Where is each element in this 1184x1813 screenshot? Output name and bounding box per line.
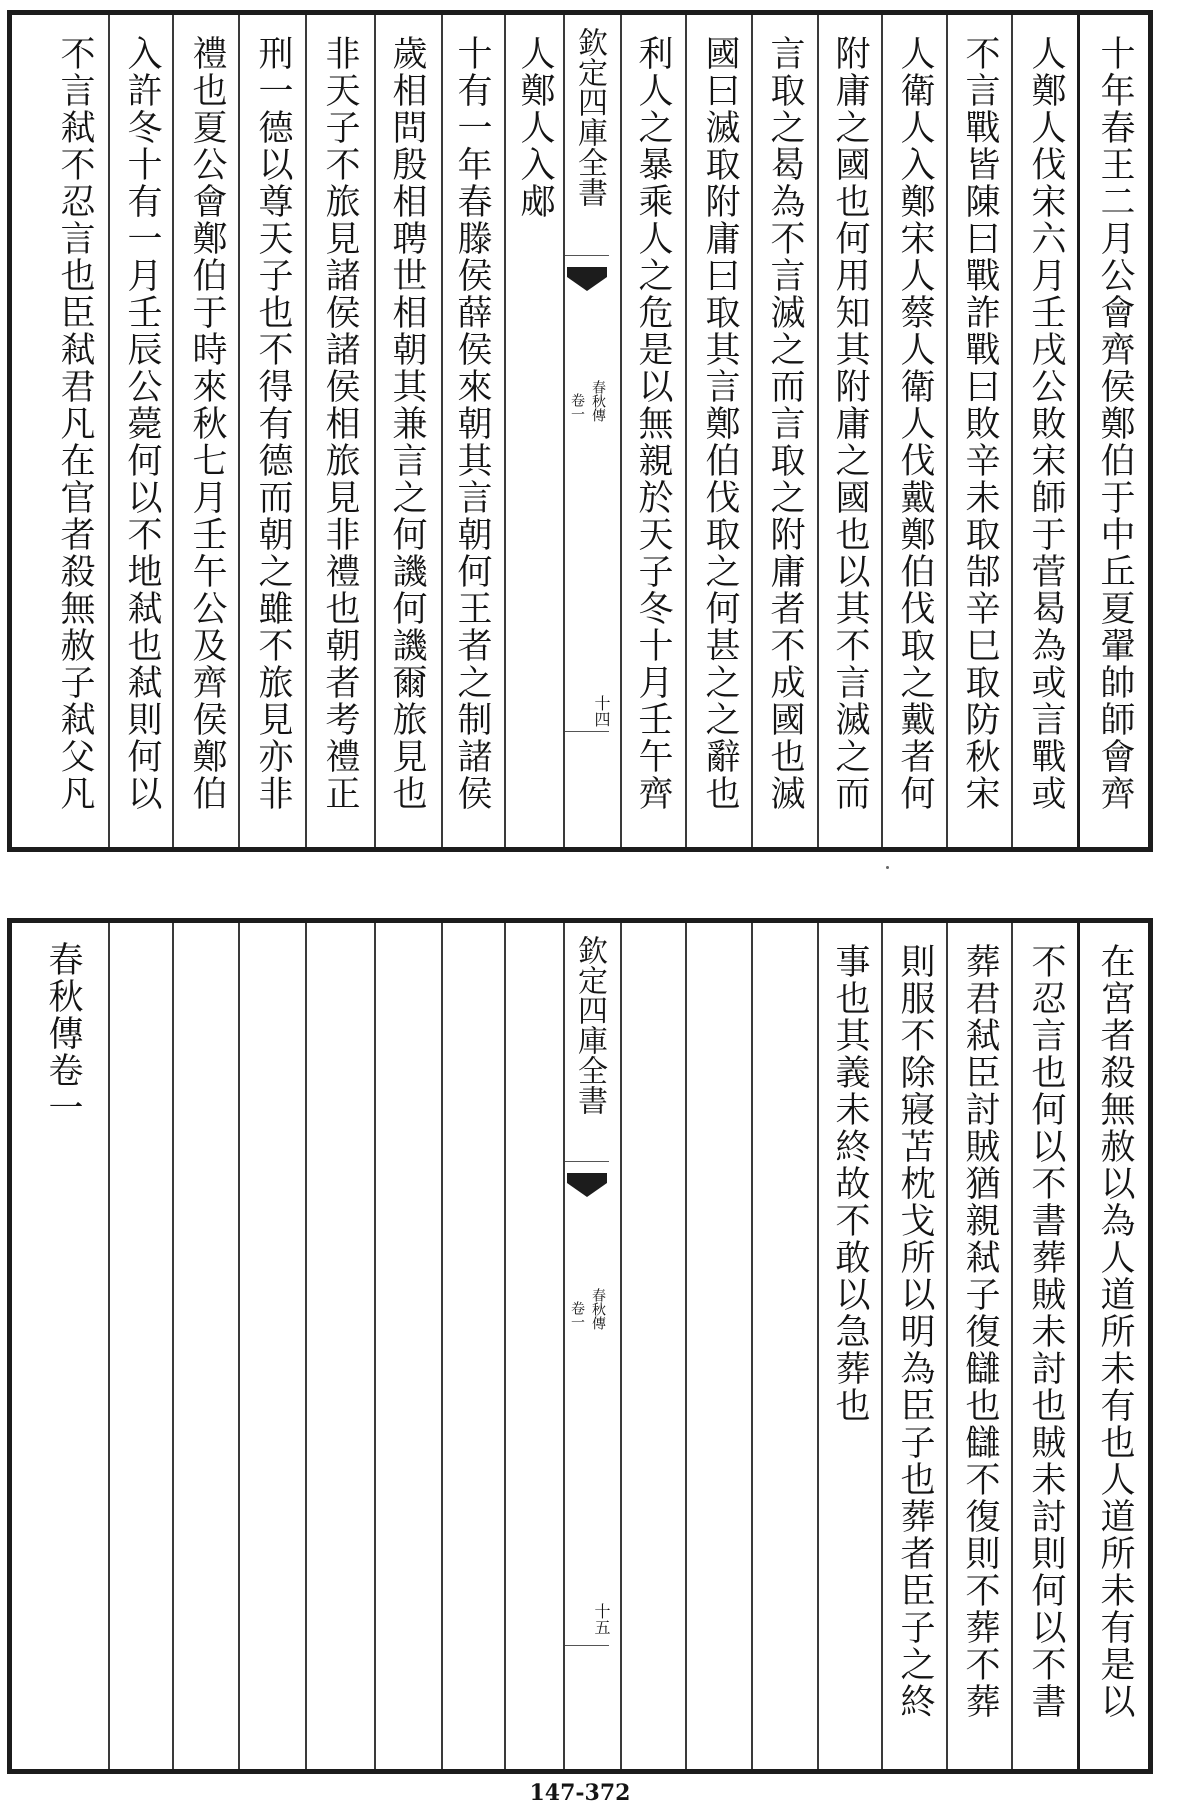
column-rule (374, 15, 376, 847)
column-rule (685, 15, 687, 847)
text-column: 在宮者殺無赦以為人道所未有也人道所未有是以 (1095, 943, 1135, 1720)
column-rule (751, 15, 753, 847)
column-rule (620, 15, 622, 847)
text-column: 附庸之國也何用知其附庸之國也以其不言滅之而 (830, 35, 870, 812)
column-rule (817, 923, 819, 1769)
volume-end-title: 春秋傳卷一 (43, 941, 83, 1126)
column-rule (881, 923, 883, 1769)
column-rule (946, 15, 948, 847)
column-rule (620, 923, 622, 1769)
column-rule (238, 923, 240, 1769)
text-column: 葬君弒臣討賊猶親弒子復讎也讎不復則不葬不葬 (960, 943, 1000, 1720)
text-column: 非天子不旅見諸侯諸侯相旅見非禮也朝者考禮正 (320, 35, 360, 812)
margin-volume: 卷一 (569, 393, 585, 421)
bottom-page (7, 918, 1153, 1774)
text-column: 不言弒不忍言也臣弒君凡在官者殺無赦子弒父凡 (55, 35, 95, 812)
column-rule (1077, 923, 1080, 1769)
margin-rule (565, 1161, 609, 1162)
top-page (7, 10, 1153, 852)
column-rule (946, 923, 948, 1769)
text-column: 不言戰皆陳曰戰詐戰曰敗辛未取郜辛巳取防秋宋 (960, 35, 1000, 812)
fishtail-mark-icon (567, 1173, 607, 1199)
margin-rule (565, 731, 609, 732)
margin-title: 欽定四庫全書 (572, 27, 607, 207)
page-number: 147-372 (529, 1780, 631, 1806)
column-rule (881, 15, 883, 847)
text-column: 入許冬十有一月壬辰公薨何以不地弒也弒則何以 (122, 35, 162, 812)
column-rule (1011, 923, 1013, 1769)
text-column: 不忍言也何以不書葬賊未討也賊未討則何以不書 (1026, 943, 1066, 1720)
column-rule (172, 15, 174, 847)
text-column: 十年春王二月公會齊侯鄭伯于中丘夏翬帥師會齊 (1095, 35, 1135, 812)
text-column: 人衛人入鄭宋人蔡人衛人伐戴鄭伯伐取之戴者何 (895, 35, 935, 812)
margin-volume: 卷一 (569, 1301, 585, 1329)
column-rule (441, 923, 443, 1769)
scan-speck (886, 866, 889, 869)
column-rule (108, 923, 110, 1769)
text-column: 歲相問殷相聘世相朝其兼言之何譏何譏爾旅見也 (387, 35, 427, 812)
column-rule (374, 923, 376, 1769)
column-rule (108, 15, 110, 847)
column-rule (441, 15, 443, 847)
margin-book-title: 春秋傳 (590, 1288, 606, 1330)
column-rule (751, 923, 753, 1769)
text-column: 言取之曷為不言滅之而言取之附庸者不成國也滅 (765, 35, 805, 812)
column-rule (563, 923, 565, 1769)
text-column: 事也其義未終故不敢以急葬也 (830, 943, 870, 1424)
margin-folio-number: 十五 (592, 1603, 611, 1635)
text-column: 刑一德以尊天子也不得有德而朝之雖不旅見亦非 (253, 35, 293, 812)
margin-title: 欽定四庫全書 (572, 935, 607, 1115)
column-rule (238, 15, 240, 847)
column-rule (1011, 15, 1013, 847)
margin-rule (565, 1645, 609, 1646)
column-rule (305, 15, 307, 847)
column-rule (1077, 15, 1080, 847)
margin-book-title: 春秋傳 (590, 380, 606, 422)
column-rule (305, 923, 307, 1769)
text-column: 十有一年春滕侯薛侯來朝其言朝何王者之制諸侯 (452, 35, 492, 812)
column-rule (563, 15, 565, 847)
fishtail-mark-icon (567, 267, 607, 293)
text-column: 則服不除寢苫枕戈所以明為臣子也葬者臣子之終 (895, 943, 935, 1720)
text-column: 國曰滅取附庸曰取其言鄭伯伐取之何甚之之辭也 (700, 35, 740, 812)
text-column: 人鄭人入郕 (515, 35, 555, 220)
column-rule (685, 923, 687, 1769)
column-rule (504, 923, 506, 1769)
text-column: 禮也夏公會鄭伯于時來秋七月壬午公及齊侯鄭伯 (187, 35, 227, 812)
column-rule (817, 15, 819, 847)
margin-folio-number: 十四 (592, 695, 611, 727)
column-rule (172, 923, 174, 1769)
margin-rule (565, 255, 609, 256)
text-column: 利人之暴乘人之危是以無親於天子冬十月壬午齊 (633, 35, 673, 812)
text-column: 人鄭人伐宋六月壬戌公敗宋師于菅曷為或言戰或 (1026, 35, 1066, 812)
column-rule (504, 15, 506, 847)
